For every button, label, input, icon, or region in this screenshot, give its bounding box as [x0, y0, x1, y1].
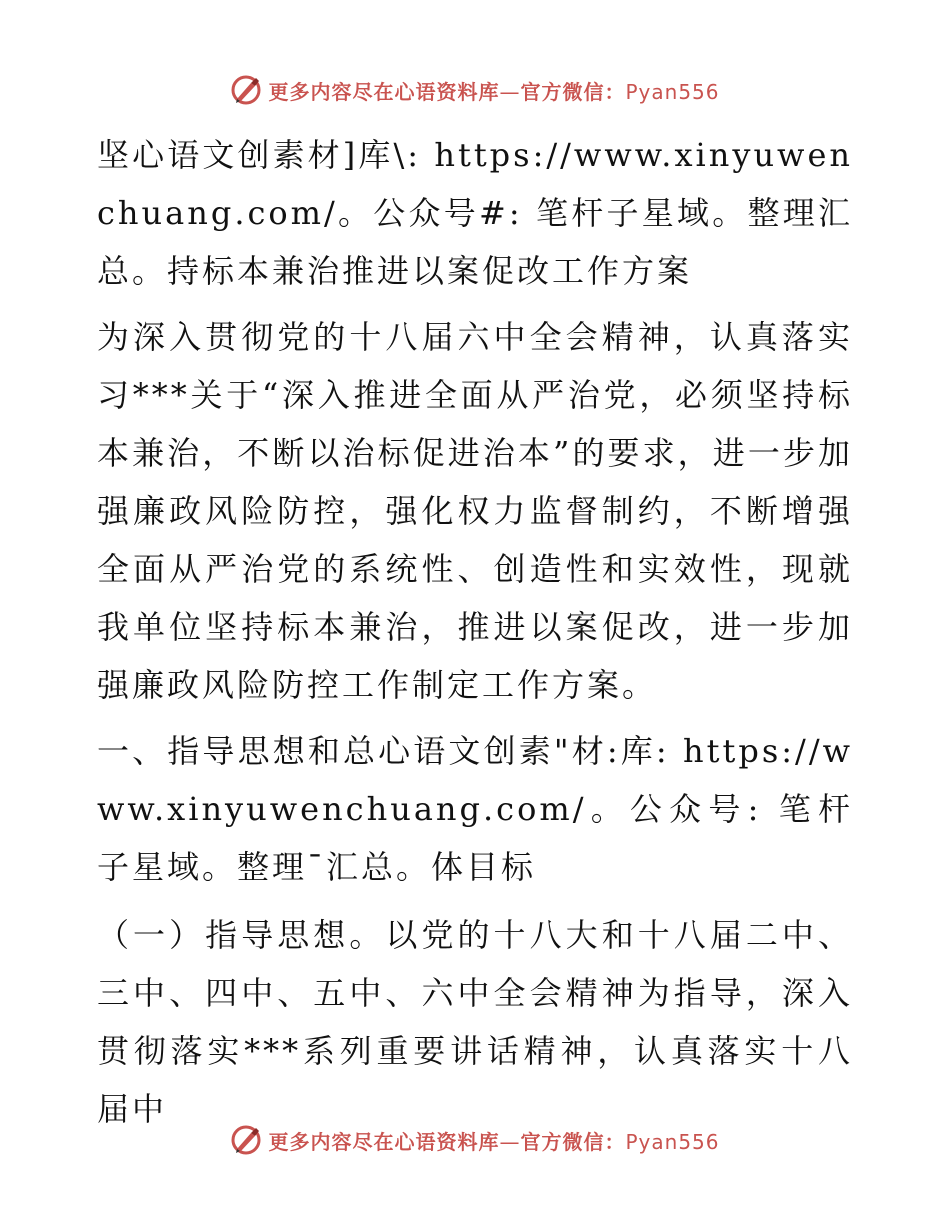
banner-dash: — [499, 1129, 521, 1154]
banner-handle: Pyan556 [625, 79, 720, 104]
document-body [97, 126, 853, 1138]
paragraph-4: （一）指导思想。以党的十八大和十八届二中、三中、四中、五中、六中全会精神为指导，深入贯彻落实***系列重要讲话精神，认真落实十八届中 [97, 916, 853, 1128]
banner-text [268, 1126, 719, 1155]
banner-text [268, 76, 719, 105]
banner-prefix: 更多内容尽在心语资料库 [268, 79, 500, 104]
pen-logo-icon [230, 74, 262, 106]
banner-label: 官方微信： [520, 1129, 626, 1154]
banner-label: 官方微信： [520, 79, 626, 104]
header-banner [0, 70, 950, 110]
paragraph-3: 一、指导思想和总心语文创素"材:库: https://www.xinyuwenchuang.com/。公众号: 笔杆子星域。整理¯汇总。体目标 [97, 732, 853, 886]
footer-banner [0, 1120, 950, 1160]
paragraph-2: 为深入贯彻党的十八届六中全会精神，认真落实习***关于“深入推进全面从严治党，必须坚持标本兼治，不断以治标促进治本”的要求，进一步加强廉政风险防控，强化权力监督制约，不断增强全面从严治党的系统性、创造性和实效性，现就我单位坚持标本兼治，推进以案促改，进一步加强廉政风险防控工作制定工作方案。 [97, 318, 853, 704]
banner-dash: — [499, 79, 521, 104]
banner-prefix: 更多内容尽在心语资料库 [268, 1129, 500, 1154]
pen-logo-icon [230, 1124, 262, 1156]
banner-handle: Pyan556 [625, 1129, 720, 1154]
paragraph-1: 坚心语文创素材]库\: https://www.xinyuwenchuang.com/。公众号#: 笔杆子星域。整理汇总。持标本兼治推进以案促改工作方案 [97, 136, 853, 290]
